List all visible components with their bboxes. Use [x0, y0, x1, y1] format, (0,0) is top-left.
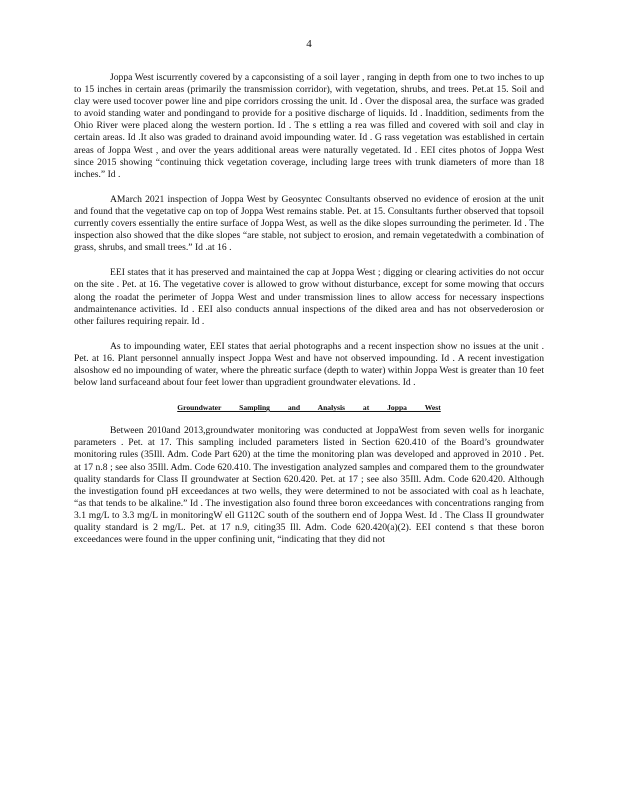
paragraph-inspection: AMarch 2021 inspection of Joppa West by Geosyntec Consultants observed no evidence of erosion at the unit and found that the vegetative cap on top of Joppa West remains stable. Pet. at 15. Consultants further observed that topsoil currently covers essentially the entire surface of Joppa West, as well as the dike slopes surrounding the perimeter. Id . The inspection also showed that the dike slopes “are stable, not subject to erosion, and remain vegetatedwith a combination of grass, shrubs, and small trees.” Id .at 16 . — [74, 193, 544, 254]
paragraph-maintenance: EEI states that it has preserved and maintained the cap at Joppa West ; digging or clearing activities do not occur on the site . Pet. at 16. The vegetative cover is allowed to grow without disturbance, except for some mowing that occurs along the roadat the perimeter of Joppa West and under transmission lines to allow access for necessary inspections andmaintenance activities. Id . EEI also conducts annual inspections of the diked area and has not observederosion or other failures requiring repair. Id . — [74, 267, 544, 327]
paragraph-impounding: As to impounding water, EEI states that aerial photographs and a recent inspection show no issues at the unit . Pet. at 16. Plant personnel annually inspect Joppa West and have not observed impounding. Id . A recent investigation alsoshow ed no impounding of water, where the phreatic surface (depth to water) within Joppa West is greater than 10 feet below land surfaceand about four feet lower than upgradient groundwater elevations. Id . — [74, 340, 544, 389]
paragraph-cap-description: Joppa West iscurrently covered by a capconsisting of a soil layer , ranging in depth from one to two inches to up to 15 inches in certain areas (primarily the transmission corridor), with vegetation, shrubs, and trees. Pet.at 15. Soil and clay were used tocover power line and pipe corridors crossing the unit. Id . Over the disposal area, the surface was graded to avoid standing water and pondingand to provide for a positive discharge of liquids. Id . Inaddition, sediments from the Ohio River were placed along the western portion. Id . The s ettling a rea was filled and covered with soil and clay in certain areas. Id .It also was graded to drainand avoid impounding water. Id . G rass vegetation was established in certain areas of Joppa West , and over the years additional areas were naturally vegetated. Id . EEI cites photos of Joppa West since 2015 showing “continuing thick vegetation coverage, including large trees with trunk diameters of more than 18 inches.” Id . — [74, 72, 544, 180]
document-body — [74, 72, 544, 559]
section-heading: Groundwater Sampling and Analysis at Joppa West — [177, 403, 441, 413]
paragraph-groundwater: Between 2010and 2013,groundwater monitoring was conducted at JoppaWest from seven wells for inorganic parameters . Pet. at 17. This sampling included parameters listed in Section 620.410 of the Board’s groundwater monitoring rules (35Ill. Adm. Code Part 620) at the time the monitoring plan was developed and approved in 2010 . Pet. at 17 n.8 ; see also 35Ill. Adm. Code 620.410. The investigation analyzed samples and compared them to the groundwater quality standards for Class II groundwater at Section 620.420. Pet. at 17 ; see also 35Ill. Adm. Code 620.420. Although the investigation found pH exceedances at two wells, they were determined to not be associated with coal as h leachate, “as that tends to be alkaline.” Id . The investigation also found three boron exceedances with concentrations ranging from 3.1 mg/L to 3.3 mg/L in monitoringW ell G112C south of the southern end of Joppa West. Id . The Class II groundwater quality standard is 2 mg/L. Pet. at 17 n.9, citing35 Ill. Adm. Code 620.420(a)(2). EEI contend s that these boron exceedances were found in the upper confining unit, “indicating that they did not — [74, 425, 544, 546]
page-number: 4 — [306, 38, 312, 50]
